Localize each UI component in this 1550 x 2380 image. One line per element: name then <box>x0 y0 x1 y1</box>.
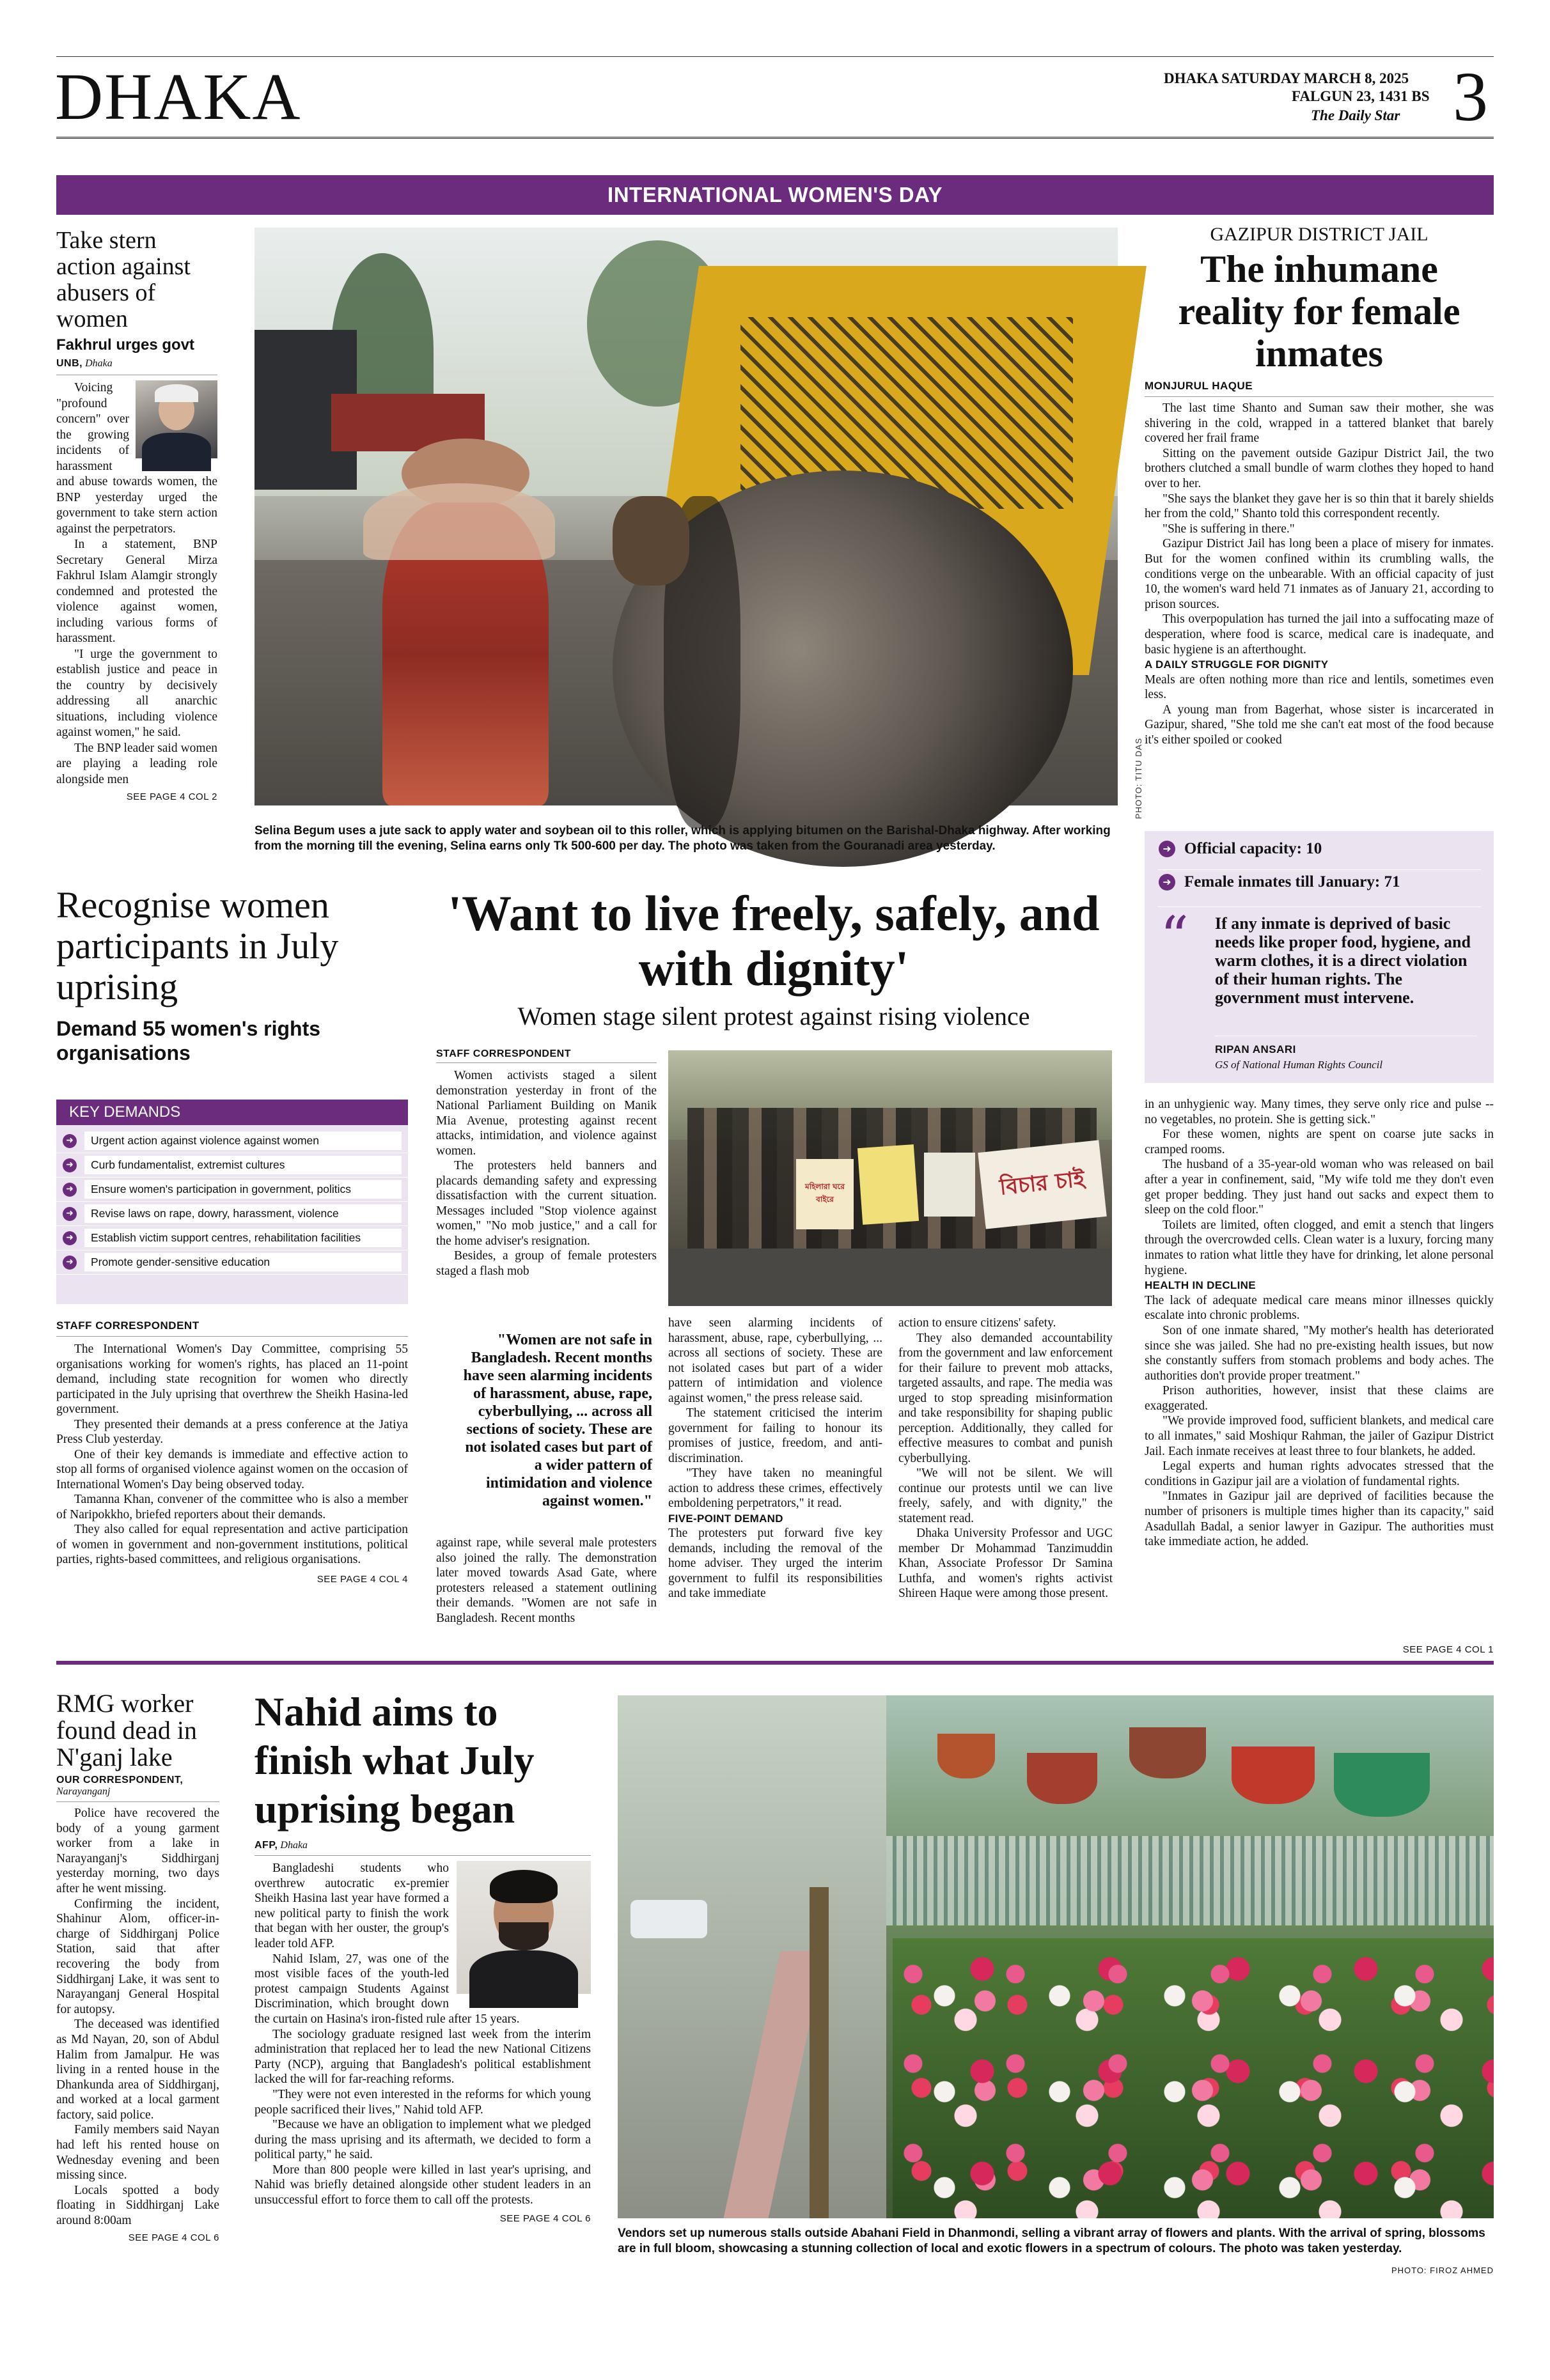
headline: Recognise women participants in July uprising <box>56 884 339 1007</box>
story-protest-col2 <box>668 1316 882 1601</box>
main-photo-roller <box>254 228 1143 820</box>
paragraph: Women activists staged a silent demonstration yesterday in front of the National Parliament Building on Manik Mia Avenue, protesting against recent attacks, intimidation, and violence against women. <box>436 1069 657 1158</box>
subhead: Fakhrul urges govt <box>56 336 195 354</box>
demand-item <box>56 1202 408 1226</box>
arrow-icon: ➜ <box>1159 874 1175 891</box>
paragraph: For these women, nights are spent on coarse jute sacks in cramped rooms. <box>1145 1128 1494 1156</box>
continued-note: SEE PAGE 4 COL 2 <box>126 791 217 802</box>
author-photo <box>136 380 217 458</box>
paragraph: Voicing "profound concern" over the growing incidents of harassment and abuse towards women, the BNP yesterday urged the government to take stern action against the perpetrators. <box>56 381 217 536</box>
story-protest-col1-end <box>436 1536 657 1626</box>
key-demands-box <box>56 1100 408 1304</box>
demand-text: Curb fundamentalist, extremist cultures <box>84 1156 402 1174</box>
arrow-icon: ➜ <box>63 1231 77 1245</box>
paragraph: In a statement, BNP Secretary General Mirza Fakhrul Islam Alamgir strongly condemned and protested the violence against women, including various forms of harassment. <box>56 538 217 645</box>
key-demands-header <box>56 1100 408 1125</box>
paragraph: Family members said Nayan had left his rented house on Wednesday evening and been missing since. <box>56 2123 219 2182</box>
article-body <box>56 1342 408 1567</box>
demand-item <box>56 1129 408 1153</box>
arrow-icon: ➜ <box>63 1183 77 1197</box>
arrow-icon: ➜ <box>1159 841 1175 857</box>
paragraph: The last time Shanto and Suman saw their mother, she was shivering in the cold, wrapped in a tattered blanket that barely covered her frail frame <box>1145 401 1494 446</box>
paragraph: Prison authorities, however, insist that these claims are exaggerated. <box>1145 1384 1494 1413</box>
section-divider <box>56 1661 1494 1665</box>
paragraph: The sociology graduate resigned last week from the interim administration that replaced her to lead the new National Citizens Party (NCP), arguing that Bangladesh's political establishment lacked the will for far-reaching reforms. <box>254 2027 591 2087</box>
paragraph: Sitting on the pavement outside Gazipur District Jail, the two brothers clutched a small bundle of warm clothes they hoped to hand over to her. <box>1145 446 1494 490</box>
demand-text: Promote gender-sensitive education <box>84 1253 402 1272</box>
demand-text: Urgent action against violence against women <box>84 1132 402 1150</box>
story-fakhrul <box>56 228 217 802</box>
stat-capacity: Official capacity: 10 <box>1184 840 1322 857</box>
nahid-photo <box>457 1861 591 1994</box>
paragraph: The husband of a 35-year-old woman who was released on bail after a year in confinement, said, "My wife told me they don't even get proper bedding. They just hand out sacks and expect them to sleep on the cold floor." <box>1145 1158 1494 1217</box>
dateline: Dhaka <box>85 358 113 369</box>
paragraph: The deceased was identified as Md Nayan, 20, son of Abdul Halim from Jamalpur. He was living in a rented house in the Dhankunda area of Siddhirganj, and worked at a local garment factory, said police. <box>56 2018 219 2122</box>
kicker: GAZIPUR DISTRICT JAIL <box>1210 224 1429 245</box>
pull-quote: If any inmate is deprived of basic needs like proper food, hygiene, and warm clothes, it is a direct violation of their human rights. The government must intervene. <box>1215 914 1471 1007</box>
protest-photo <box>668 1050 1112 1306</box>
paragraph: "She says the blanket they gave her is so thin that it barely shields her from the cold," Shanto told this correspondent recently. <box>1145 492 1494 521</box>
paragraph: Son of one inmate shared, "My mother's health has deteriorated since she was jailed. She had no pre-existing health issues, but now she constantly suffers from stomach problems and body aches. The authorities don't provide proper treatment." <box>1145 1323 1494 1383</box>
masthead-date: DHAKA SATURDAY MARCH 8, 2025 <box>1164 70 1409 86</box>
subhead: FIVE-POINT DEMAND <box>668 1512 783 1525</box>
byline: STAFF CORRESPONDENT <box>56 1319 200 1332</box>
paragraph: Tamanna Khan, convener of the committee who is also a member of Naripokkho, briefed reporters about their demands. <box>56 1493 408 1521</box>
dateline: Dhaka <box>280 1840 308 1851</box>
paragraph: Toilets are limited, often clogged, and emit a stench that lingers through the overcrowded cells. Clean water is a luxury, forcing many inmates to ration what little they have for drinking, let alone personal hygiene. <box>1145 1218 1494 1277</box>
story-protest-col3 <box>898 1316 1113 1601</box>
arrow-icon: ➜ <box>63 1158 77 1172</box>
paragraph: "Inmates in Gazipur jail are deprived of facilities because the number of prisoners is multiple times higher than its capacity," said Asadullah Badal, a senior lawyer in Gazipur. The authorities must take immediate action, he added. <box>1145 1489 1494 1549</box>
quote-title: GS of National Human Rights Council <box>1215 1059 1383 1071</box>
paragraph: Confirming the incident, Shahinur Alom, officer-in-charge of Siddhirganj Police Station, said that after recovering the body from Siddhirganj Lake, it was sent to Narayanganj General Hospital for autopsy. <box>56 1897 219 2016</box>
main-photo-caption: Selina Begum uses a jute sack to apply water and soybean oil to this roller, which is applying bitumen on the Barishal-Dhaka highway. After working from the morning till the evening, Selina earns only Tk 500-600 per day. The photo was taken from the Gouranadi area yesterday. <box>254 824 1111 853</box>
article-body <box>56 1806 219 2228</box>
box-title: KEY DEMANDS <box>69 1103 181 1121</box>
article-body <box>254 1861 591 2208</box>
paragraph: action to ensure citizens' safety. <box>898 1316 1056 1330</box>
paragraph: Gazipur District Jail has long been a place of misery for inmates. But for the women confined within its crumbling walls, the conditions verge on the unbearable. With an official capacity of just 10, the women's ward held 71 inmates as of January 21, according to prison sources. <box>1145 537 1494 611</box>
flower-photo-caption: Vendors set up numerous stalls outside Abahani Field in Dhanmondi, selling a vibrant array of flowers and plants. With the arrival of spring, blossoms are in full bloom, showcasing a stunning collection of local and exotic flowers in a spectrum of colours. The photo was taken yesterday. <box>618 2227 1485 2255</box>
photo-credit: PHOTO: TITU DAS <box>1134 735 1143 821</box>
paragraph: One of their key demands is immediate and effective action to stop all forms of organised violence against women on the occasion of International Women's Day being observed today. <box>56 1447 408 1491</box>
headline: RMG worker found dead in N'ganj lake <box>56 1689 197 1771</box>
paragraph: They also called for equal representation and active participation of women in government and non-government institutions, political parties, rights-based committees, and religious organisations. <box>56 1523 408 1566</box>
demand-text: Revise laws on rape, dowry, harassment, violence <box>84 1204 402 1223</box>
paragraph: Bangladeshi students who overthrew autocratic ex-premier Sheikh Hasina last year have formed a new political party to finish the work that began with her ouster, the group's leader told AFP. <box>254 1862 449 1950</box>
paragraph: The protesters put forward five key demands, including the removal of the home adviser. They urged the interim government to fulfil its responsibilities and take immediate <box>668 1527 882 1600</box>
paragraph: have seen alarming incidents of harassment, abuse, rape, cyberbullying, ... across all sections of society. These are not isolated cases but part of a wider pattern of intimidation and violence against women," the press release said. <box>668 1316 882 1405</box>
paragraph: "Because we have an obligation to implement what we pledged during the mass uprising and its aftermath, we decided to form a political party," he said. <box>254 2118 591 2162</box>
continued-note: SEE PAGE 4 COL 1 <box>1402 1644 1494 1655</box>
paragraph: Locals spotted a body floating in Siddhirganj Lake around 8:00am <box>56 2183 219 2228</box>
byline: AFP, <box>254 1840 278 1851</box>
subhead: A DAILY STRUGGLE FOR DIGNITY <box>1145 658 1329 671</box>
paragraph: Police have recovered the body of a young garment worker from a lake in Narayanganj's Siddhirganj yesterday morning, two days after he went missing. <box>56 1807 219 1895</box>
protest-pullquote: "Women are not safe in Bangladesh. Recent months have seen alarming incidents of harassment, abuse, rape, cyberbullying, ... across all sections of society. These are not isolated cases but part of a wider pattern of intimidation and violence against women." <box>463 1332 652 1509</box>
paragraph: This overpopulation has turned the jail into a suffocating maze of desperation, where food is scarce, medical care is inadequate, and basic hygiene is an afterthought. <box>1145 612 1494 657</box>
dateline: Narayanganj <box>56 1786 111 1797</box>
paragraph: More than 800 people were killed in last year's uprising, and Nahid was briefly detained alongside other student leaders in an unsuccessful effort to force them to call off the protests. <box>254 2163 591 2207</box>
paragraph: The protesters held banners and placards demanding safety and expressing dissatisfaction with the current situation. Messages included "Stop violence against women," "No mob justice," and a call for the home adviser's resignation. <box>436 1159 657 1248</box>
story-protest-headline: 'Want to live freely, safely, and with dignity' <box>448 885 1100 996</box>
story-jail-continued <box>1145 1097 1494 1550</box>
story-protest-deck: Women stage silent protest against rising violence <box>517 1002 1030 1031</box>
paragraph: Besides, a group of female protesters staged a flash mob <box>436 1249 657 1278</box>
banner-label: INTERNATIONAL WOMEN'S DAY <box>607 183 943 206</box>
continued-note: SEE PAGE 4 COL 6 <box>128 2232 219 2243</box>
demand-text: Establish victim support centres, rehabilitation facilities <box>84 1229 402 1247</box>
flower-stall-photo <box>618 1695 1494 2218</box>
paragraph: Meals are often nothing more than rice and lentils, sometimes even less. <box>1145 673 1494 702</box>
placard-text: বিচার চাই <box>998 1165 1086 1201</box>
paragraph: The statement criticised the interim government for failing to honour its promises of justice, freedom, and anti-discrimination. <box>668 1406 882 1465</box>
placard-text: মহিলারা ঘরে বাইরে <box>805 1182 845 1204</box>
story-protest-col1 <box>436 1048 657 1279</box>
paragraph: "We will not be silent. We will continue our protests until we can live freely, safely, and with dignity," the statement read. <box>898 1466 1113 1525</box>
paragraph: They presented their demands at a press conference at the Jatiya Press Club yesterday. <box>56 1417 408 1446</box>
demand-item <box>56 1178 408 1202</box>
continued-note: SEE PAGE 4 COL 4 <box>317 1573 408 1585</box>
masthead-bangla-date: FALGUN 23, 1431 BS <box>1292 88 1430 104</box>
byline: UNB, <box>56 358 83 369</box>
headline: Nahid aims to finish what July uprising began <box>254 1689 535 1832</box>
story-rmg <box>56 1690 219 2243</box>
section-title: DHAKA <box>55 60 302 134</box>
quote-name: RIPAN ANSARI <box>1215 1043 1296 1055</box>
subhead: HEALTH IN DECLINE <box>1145 1279 1256 1292</box>
demand-item <box>56 1153 408 1178</box>
article-body <box>56 380 217 788</box>
paragraph: "They have taken no meaningful action to address these crimes, effectively emboldening perpetrators," it read. <box>668 1466 882 1510</box>
section-banner <box>56 175 1494 215</box>
article-body <box>436 1068 657 1279</box>
paragraph: The lack of adequate medical care means minor illnesses quickly escalate into chronic problems. <box>1145 1293 1494 1323</box>
paragraph: "They were not even interested in the reforms for which young people sacrificed their lives," Nahid told AFP. <box>254 2087 591 2117</box>
arrow-icon: ➜ <box>63 1207 77 1221</box>
demand-text: Ensure women's participation in government, politics <box>84 1180 402 1199</box>
continued-note: SEE PAGE 4 COL 6 <box>499 2213 591 2224</box>
paragraph: against rape, while several male protesters also joined the rally. The demonstration later moved towards Asad Gate, where protesters released a statement outlining their demands. "Women are not safe in Bangladesh. Recent months <box>436 1536 657 1625</box>
paragraph: The BNP leader said women are playing a leading role alongside men <box>56 741 217 786</box>
paragraph: They also demanded accountability from the government and law enforcement for their failure to prevent mob attacks, targeted assaults, and rape. The media was urged to stop spreading misinformation and take responsibility for shaping public perception. Additionally, they called for effective measures to combat and punish cyberbullying. <box>898 1331 1113 1465</box>
paragraph: The International Women's Day Committee, comprising 55 organisations working for women's rights, has placed an 11-point demand, including state recognition for women who directly participated in the July uprising that overthrew the Sheikh Hasina-led government. <box>56 1342 408 1416</box>
story-july-body <box>56 1319 408 1585</box>
page-number: 3 <box>1453 58 1488 136</box>
arrow-icon: ➜ <box>63 1134 77 1148</box>
stats-box <box>1145 831 1494 1083</box>
paragraph: in an unhygienic way. Many times, they serve only rice and pulse -- no vegetables, no protein. She is getting sick." <box>1145 1098 1494 1126</box>
arrow-icon: ➜ <box>63 1256 77 1270</box>
byline: OUR CORRESPONDENT, <box>56 1775 184 1785</box>
demand-item <box>56 1226 408 1250</box>
paragraph: A young man from Bagerhat, whose sister is incarcerated in Gazipur, shared, "She told me she can't eat most of the food because it's either spoiled or cooked <box>1145 703 1494 747</box>
paragraph: "She is suffering in there." <box>1162 522 1295 536</box>
paragraph: Nahid Islam, 27, was one of the most visible faces of the youth-led protest campaign Students Against Discrimination, which brought down the curtain on Hasina's iron-fisted rule after 15 years. <box>254 1952 520 2026</box>
story-nahid <box>254 1688 591 2224</box>
story-jail <box>1145 224 1494 748</box>
paragraph: "We provide improved food, sufficient blankets, and medical care to all inmates," said Moshiqur Rahman, the jailer of Gazipur District Jail. Each inmate receives at least three to four blankets, he added. <box>1145 1414 1494 1458</box>
byline: STAFF CORRESPONDENT <box>436 1048 571 1059</box>
story-july <box>56 885 408 1065</box>
masthead-paper-logo: The Daily Star <box>1311 107 1400 123</box>
headline: Take stern action against abusers of women <box>56 227 191 332</box>
paragraph: Dhaka University Professor and UGC member Dr Mohammad Tanzimuddin Khan, Associate Professor Dr Samina Luthfa, and women's rights activist Shireen Haque were among those present. <box>898 1527 1113 1600</box>
demand-item <box>56 1250 408 1275</box>
paragraph: Legal experts and human rights advocates stressed that the conditions in Gazipur jail are a violation of fundamental rights. <box>1145 1459 1494 1488</box>
article-body <box>1145 401 1494 748</box>
quote-mark-icon: “ <box>1160 904 1189 970</box>
photo-credit: PHOTO: FIROZ AHMED <box>1391 2266 1494 2275</box>
paragraph: "I urge the government to establish justice and peace in the country by decisively addressing all anarchic situations, including violence against women," he said. <box>56 647 217 739</box>
headline: The inhumane reality for female inmates <box>1178 248 1460 375</box>
subhead: Demand 55 women's rights organisations <box>56 1017 321 1064</box>
byline: MONJURUL HAQUE <box>1145 380 1253 392</box>
stat-inmates: Female inmates till January: 71 <box>1184 873 1400 891</box>
